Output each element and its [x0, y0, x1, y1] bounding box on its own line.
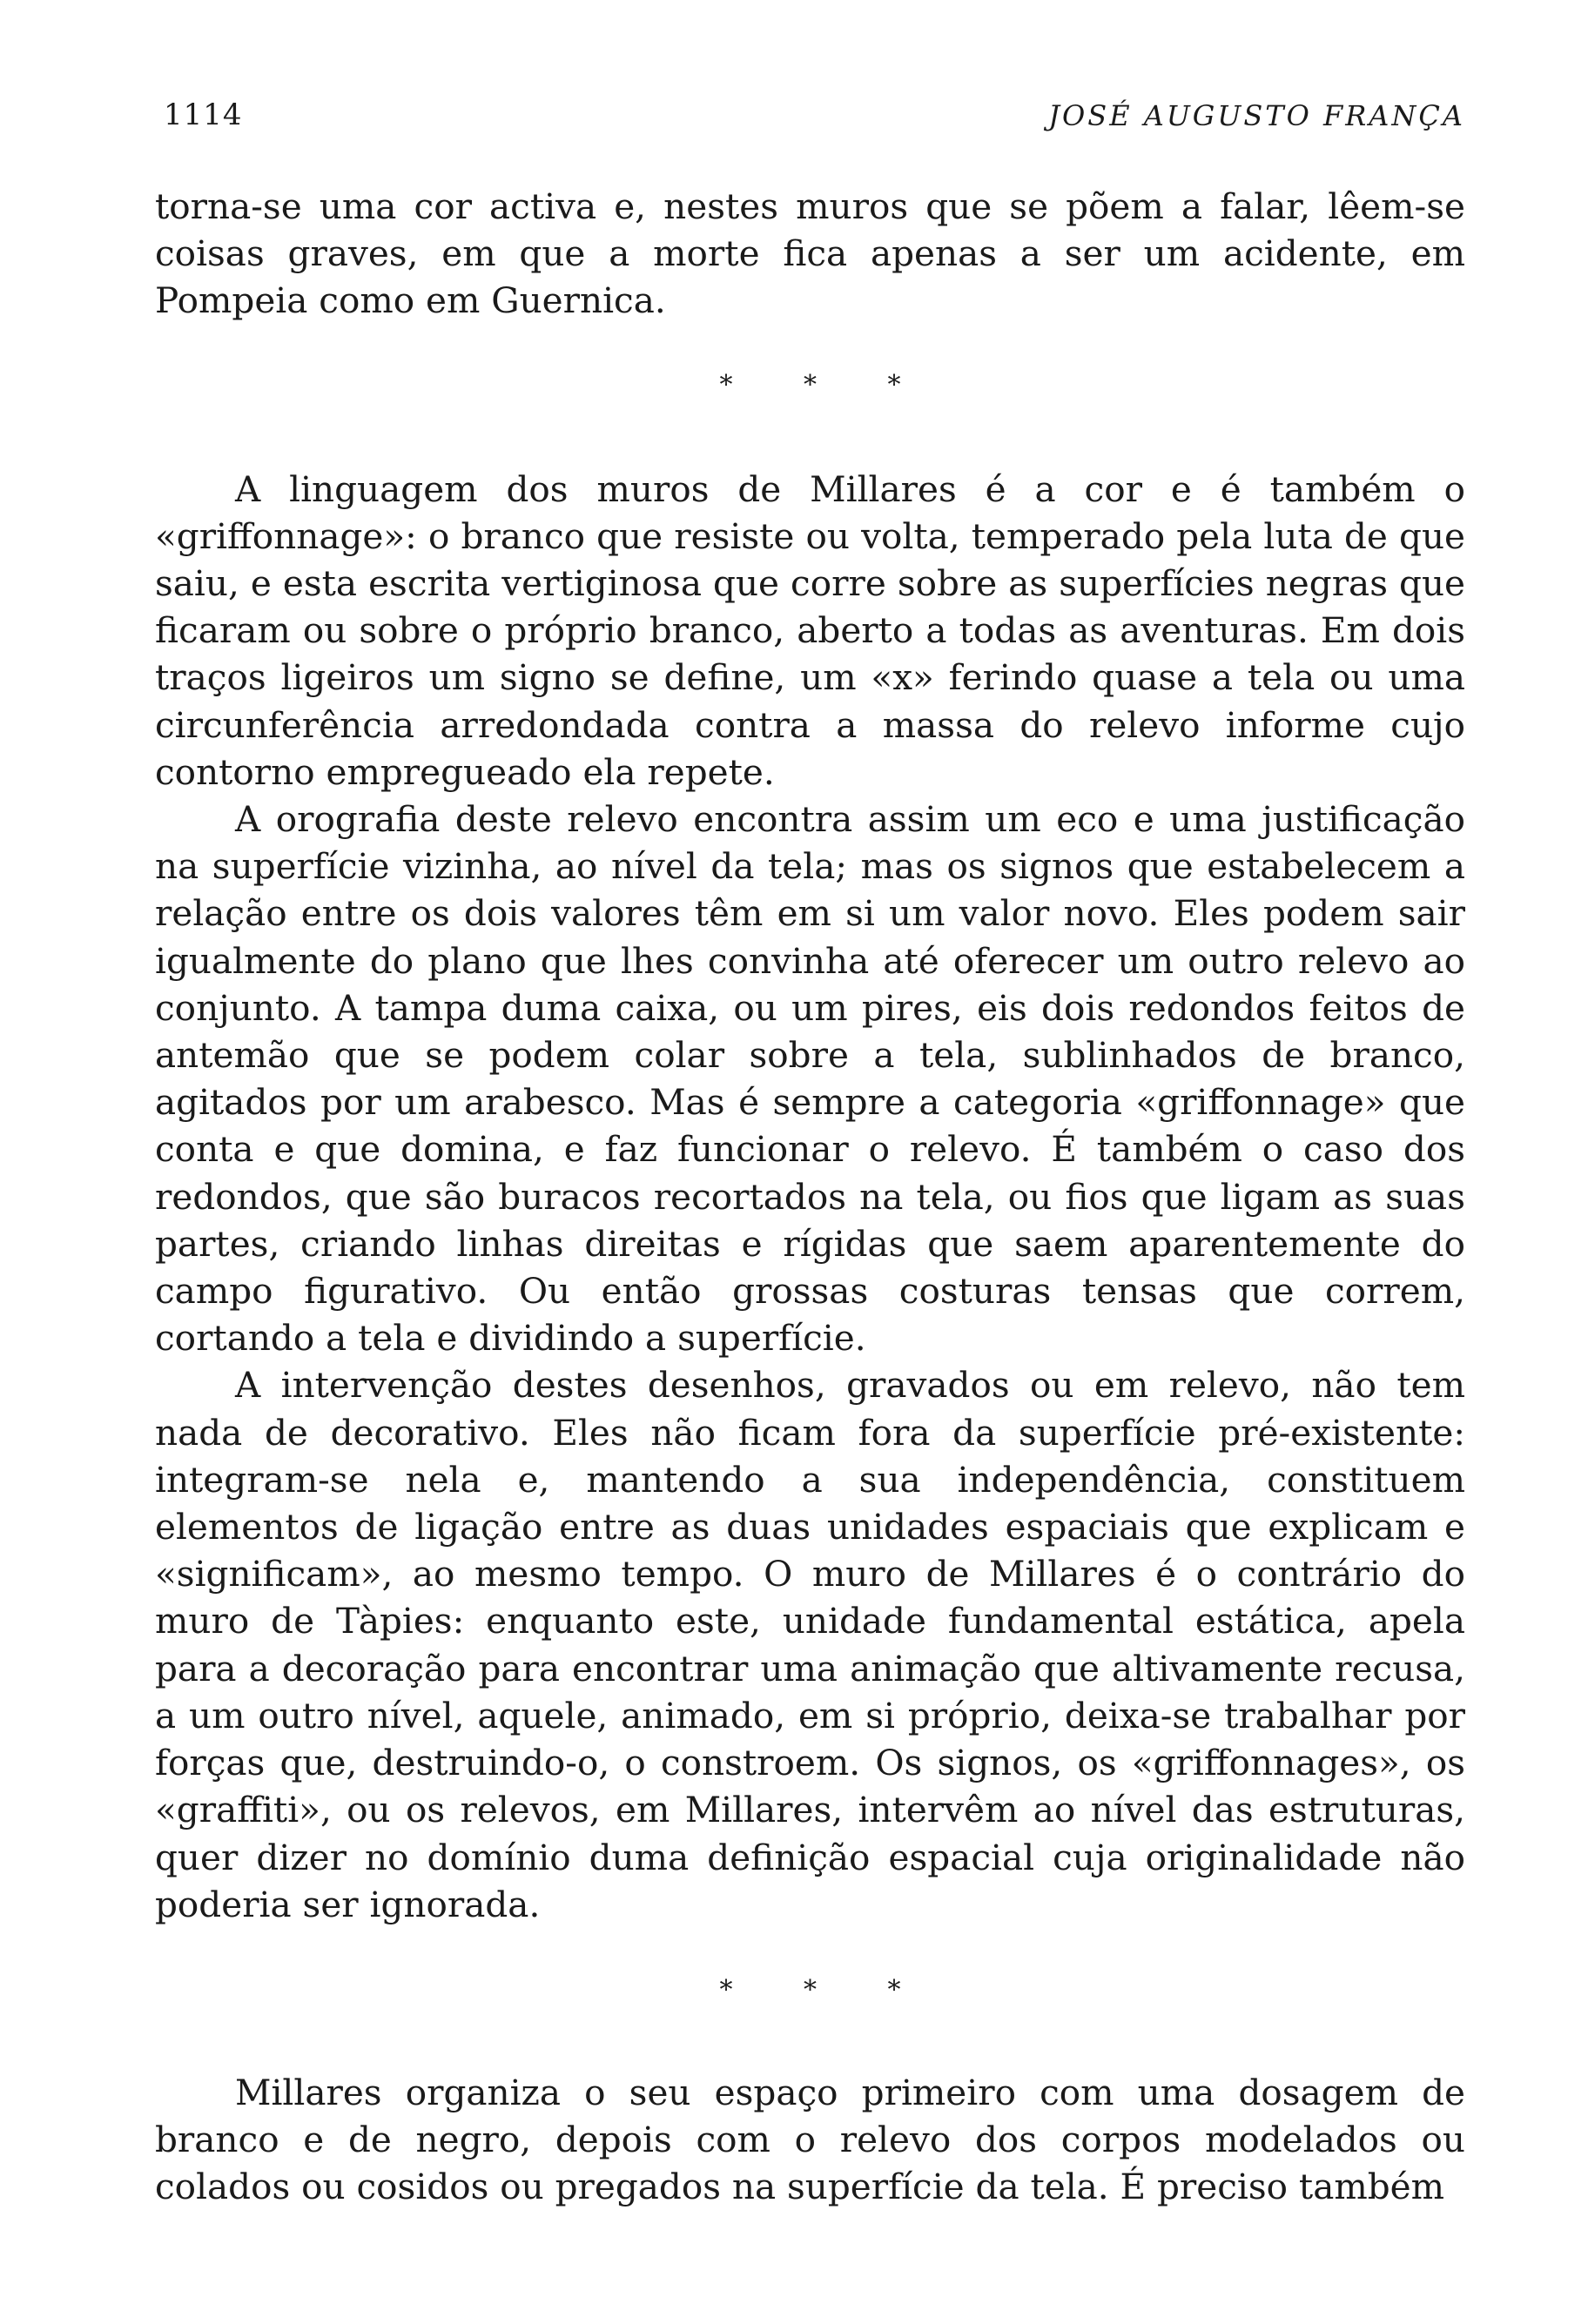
page-header	[164, 97, 1465, 150]
paragraph: A orografia deste relevo encontra assim um eco e uma justificação na superfície vizinha, ao nível da tela; mas os signos que estabelecem a relação entre os dois valores têm em si um valor novo. Eles podem sair igualmente do plano que lhes convinha até oferecer um outro relevo ao conjunto. A tampa duma caixa, ou um pires, eis dois redondos feitos de antemão que se podem colar sobre a tela, sublinhados de branco, agitados por um arabesco. Mas é sempre a categoria «griffonnage» que conta e que domina, e faz funcionar o relevo. É também o caso dos redondos, que são buracos recortados na tela, ou fios que ligam as suas partes, criando linhas direitas e rígidas que saem aparentemente do campo figurativo. Ou então grossas costuras tensas que correm, cortando a tela e dividindo a superfície.	[155, 798, 1465, 1360]
body-text	[155, 183, 1465, 2211]
page-number: 1114	[164, 97, 243, 132]
section-separator: * * *	[719, 369, 932, 400]
section-separator: * * *	[719, 1974, 932, 2005]
paragraph-continuation: torna-se uma cor activa e, nestes muros que se põem a falar, lêem-se coisas graves, em que a morte fica apenas a ser um acidente, em Pompeia como em Guernica.	[155, 185, 1465, 322]
paragraph: A linguagem dos muros de Millares é a cor e é também o «griffonnage»: o branco que resiste ou volta, temperado pela luta de que saiu, e esta escrita vertiginosa que corre sobre as superfícies negras que ficaram ou sobre o próprio branco, aberto a todas as aventuras. Em dois traços ligeiros um signo se define, um «x» ferindo quase a tela ou uma circunferência arredondada contra a massa do relevo informe cujo contorno empregueado ela repete.	[155, 467, 1465, 793]
paragraph: Millares organiza o seu espaço primeiro com uma dosagem de branco e de negro, depois com o relevo dos corpos modelados ou colados ou cosidos ou pregados na superfície da tela. É preciso também	[155, 2071, 1465, 2208]
paragraph: A intervenção destes desenhos, gravados ou em relevo, não tem nada de decorativo. Eles não ficam fora da superfície pré-existente: integram-se nela e, mantendo a sua independência, constituem elementos de ligação entre as duas unidades espaciais que explicam e «significam», ao mesmo tempo. O muro de Millares é o contrário do muro de Tàpies: enquanto este, unidade fundamental estática, apela para a decoração para encontrar uma animação que altivamente recusa, a um outro nível, aquele, animado, em si próprio, deixa-se trabalhar por forças que, destruindo-o, o constroem. Os signos, os «griffonnages», os «graffiti», ou os relevos, em Millares, intervêm ao nível das estruturas, quer dizer no domínio duma definição espacial cuja originalidade não poderia ser ignorada.	[155, 1364, 1465, 1925]
running-head-author: JOSÉ AUGUSTO FRANÇA	[1048, 99, 1465, 132]
